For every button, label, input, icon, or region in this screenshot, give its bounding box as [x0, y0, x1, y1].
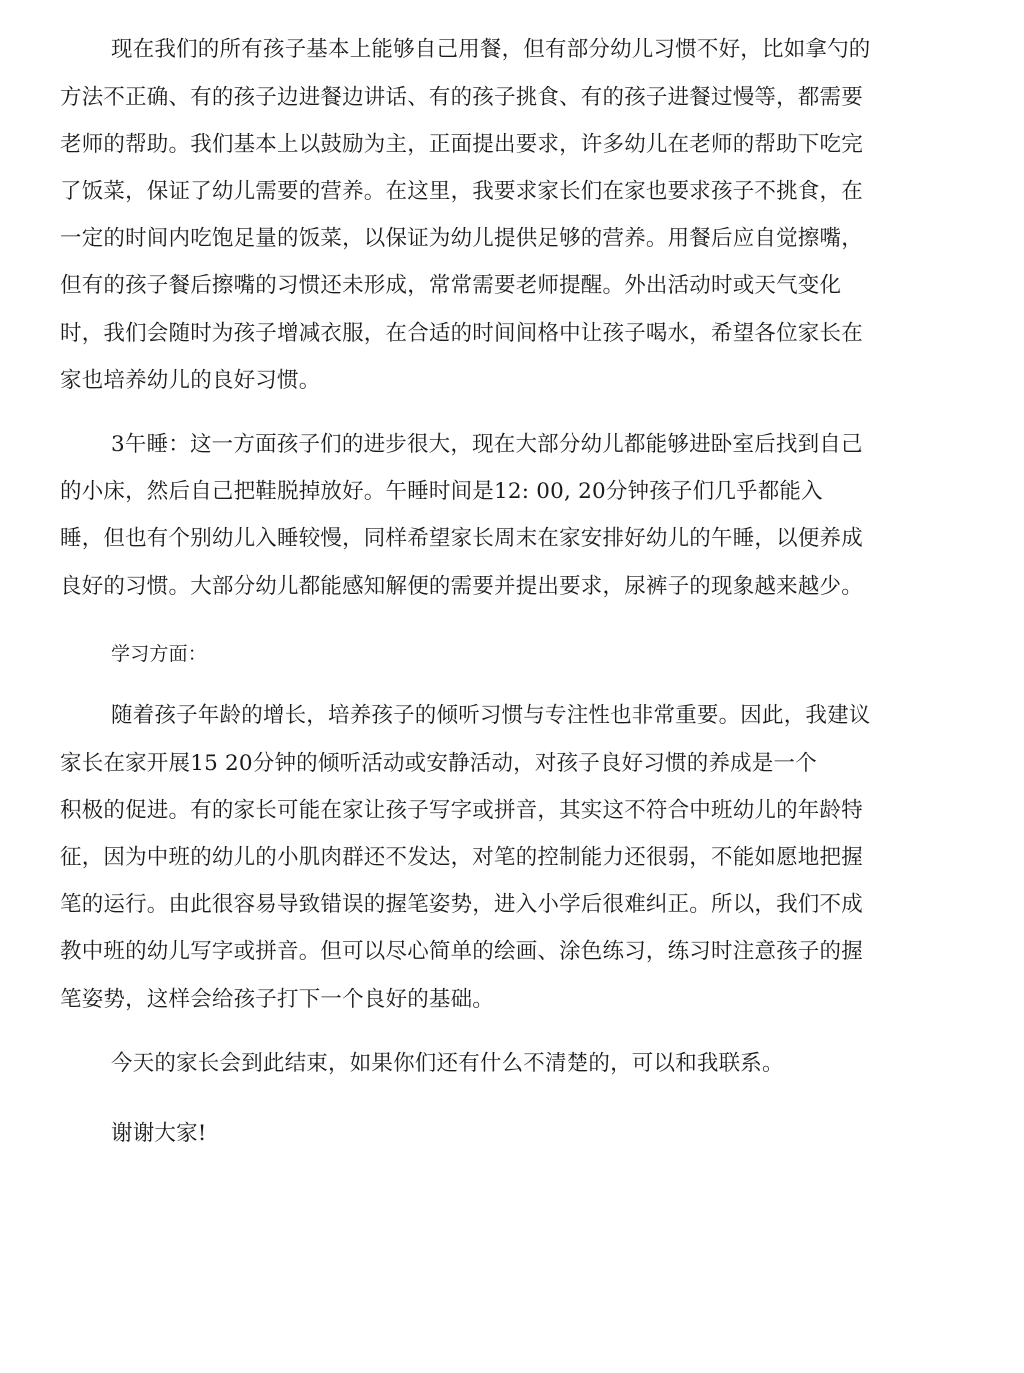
text-line: 良好的习惯。大部分幼儿都能感知解便的需要并提出要求，尿裤子的现象越来越少。 — [60, 574, 863, 599]
section-heading: 学习方面： — [111, 643, 208, 665]
text-line: 今天的家长会到此结束，如果你们还有什么不清楚的，可以和我联系。 — [111, 1051, 784, 1076]
text-line: 家长在家开展15 20分钟的倾听活动或安静活动，对孩子良好习惯的养成是一个 — [60, 751, 817, 776]
text-line: 一定的时间内吃饱足量的饭菜，以保证为幼儿提供足够的营养。用餐后应自觉擦嘴， — [60, 226, 863, 251]
text-line: 了饭菜，保证了幼儿需要的营养。在这里，我要求家长们在家也要求孩子不挑食，在 — [60, 179, 863, 204]
text-line: 笔姿势，这样会给孩子打下一个良好的基础。 — [60, 987, 495, 1012]
text-line: 征，因为中班的幼儿的小肌肉群还不发达，对笔的控制能力还很弱，不能如愿地把握 — [60, 845, 863, 870]
text-line: 随着孩子年龄的增长，培养孩子的倾听习惯与专注性也非常重要。因此，我建议 — [111, 703, 871, 728]
text-line: 家也培养幼儿的良好习惯。 — [60, 368, 321, 393]
text-line: 睡，但也有个别幼儿入睡较慢，同样希望家长周末在家安排好幼儿的午睡，以便养成 — [60, 526, 863, 551]
text-line: 教中班的幼儿写字或拼音。但可以尽心简单的绘画、涂色练习，练习时注意孩子的握 — [60, 939, 863, 964]
text-line: 但有的孩子餐后擦嘴的习惯还未形成，常常需要老师提醒。外出活动时或天气变化 — [60, 273, 842, 298]
text-line: 3午睡：这一方面孩子们的进步很大，现在大部分幼儿都能够进卧室后找到自己 — [111, 432, 863, 457]
text-line: 时，我们会随时为孩子增减衣服，在合适的时间间格中让孩子喝水，希望各位家长在 — [60, 321, 863, 346]
text-line: 老师的帮助。我们基本上以鼓励为主，正面提出要求，许多幼儿在老师的帮助下吃完 — [60, 132, 863, 157]
text-line: 方法不正确、有的孩子边进餐边讲话、有的孩子挑食、有的孩子进餐过慢等，都需要 — [60, 85, 863, 110]
text-line: 现在我们的所有孩子基本上能够自己用餐，但有部分幼儿习惯不好，比如拿勺的 — [111, 37, 871, 62]
text-line: 的小床，然后自己把鞋脱掉放好。午睡时间是12: 00, 20分钟孩子们几乎都能入 — [60, 479, 823, 504]
closing-line: 谢谢大家! — [111, 1121, 207, 1146]
text-line: 笔的运行。由此很容易导致错误的握笔姿势，进入小学后很难纠正。所以，我们不成 — [60, 892, 863, 917]
text-line: 积极的促进。有的家长可能在家让孩子写字或拼音，其实这不符合中班幼儿的年龄特 — [60, 798, 863, 823]
